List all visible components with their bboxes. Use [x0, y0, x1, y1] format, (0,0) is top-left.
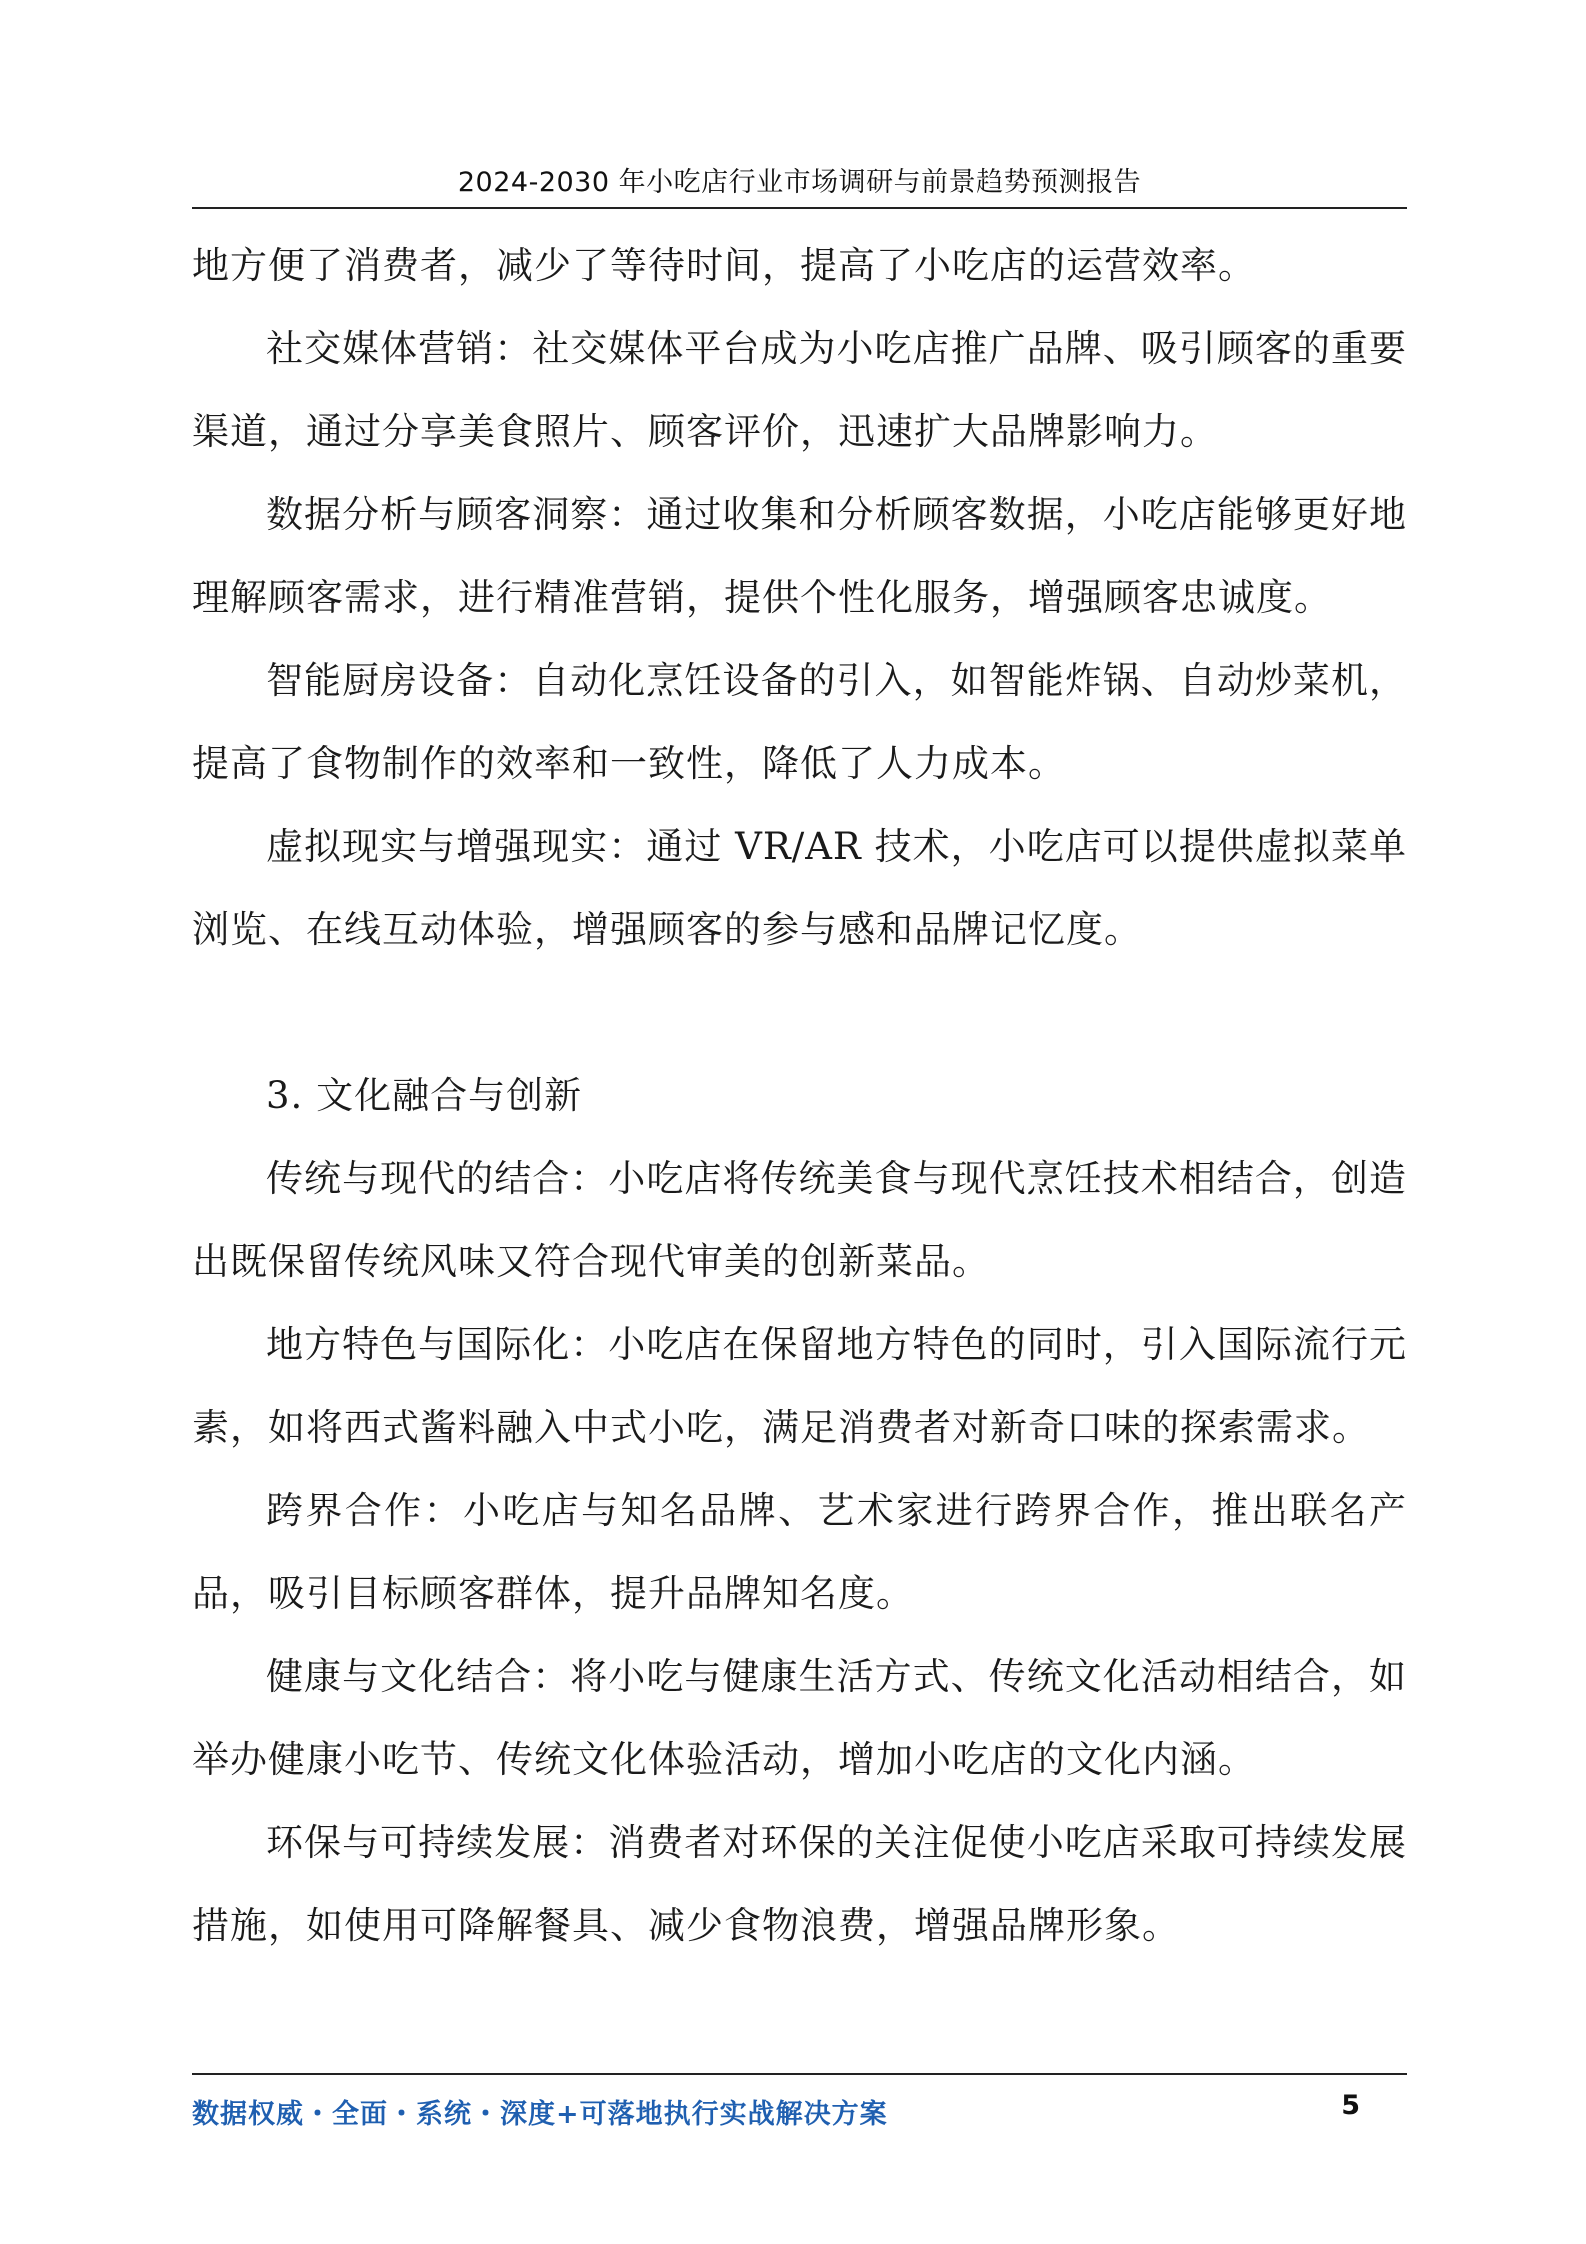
paragraph-health-culture: 健康与文化结合：将小吃与健康生活方式、传统文化活动相结合，如举办健康小吃节、传统文化体验活动，增加小吃店的文化内涵。 [192, 1655, 1407, 1781]
document-body [192, 224, 1407, 1967]
footer-divider [192, 2073, 1407, 2075]
paragraph-sustainability: 环保与可持续发展：消费者对环保的关注促使小吃店采取可持续发展措施，如使用可降解餐具、减少食物浪费，增强品牌形象。 [192, 1821, 1407, 1947]
paragraph-vr-ar: 虚拟现实与增强现实：通过 VR/AR 技术，小吃店可以提供虚拟菜单浏览、在线互动体验，增强顾客的参与感和品牌记忆度。 [192, 825, 1407, 951]
paragraph-local-international: 地方特色与国际化：小吃店在保留地方特色的同时，引入国际流行元素，如将西式酱料融入中式小吃，满足消费者对新奇口味的探索需求。 [192, 1323, 1407, 1449]
section-heading: 3. 文化融合与创新 [266, 1074, 583, 1117]
page-header-title: 2024-2030 年小吃店行业市场调研与前景趋势预测报告 [457, 167, 1142, 198]
paragraph-crossover: 跨界合作：小吃店与知名品牌、艺术家进行跨界合作，推出联名产品，吸引目标顾客群体，提升品牌知名度。 [192, 1489, 1407, 1615]
paragraph-data-analysis: 数据分析与顾客洞察：通过收集和分析顾客数据，小吃店能够更好地理解顾客需求，进行精准营销，提供个性化服务，增强顾客忠诚度。 [192, 493, 1407, 619]
header-divider [192, 207, 1407, 209]
paragraph-continued: 地方便了消费者，减少了等待时间，提高了小吃店的运营效率。 [192, 244, 1256, 287]
paragraph-social-media-marketing: 社交媒体营销：社交媒体平台成为小吃店推广品牌、吸引顾客的重要渠道，通过分享美食照片、顾客评价，迅速扩大品牌影响力。 [192, 327, 1407, 453]
footer-slogan: 数据权威・全面・系统・深度+可落地执行实战解决方案 [192, 2099, 888, 2130]
paragraph-tradition-modern: 传统与现代的结合：小吃店将传统美食与现代烹饪技术相结合，创造出既保留传统风味又符合现代审美的创新菜品。 [192, 1157, 1407, 1283]
page-number: 5 [1341, 2090, 1360, 2121]
paragraph-smart-kitchen: 智能厨房设备：自动化烹饪设备的引入，如智能炸锅、自动炒菜机，提高了食物制作的效率和一致性，降低了人力成本。 [192, 659, 1407, 785]
